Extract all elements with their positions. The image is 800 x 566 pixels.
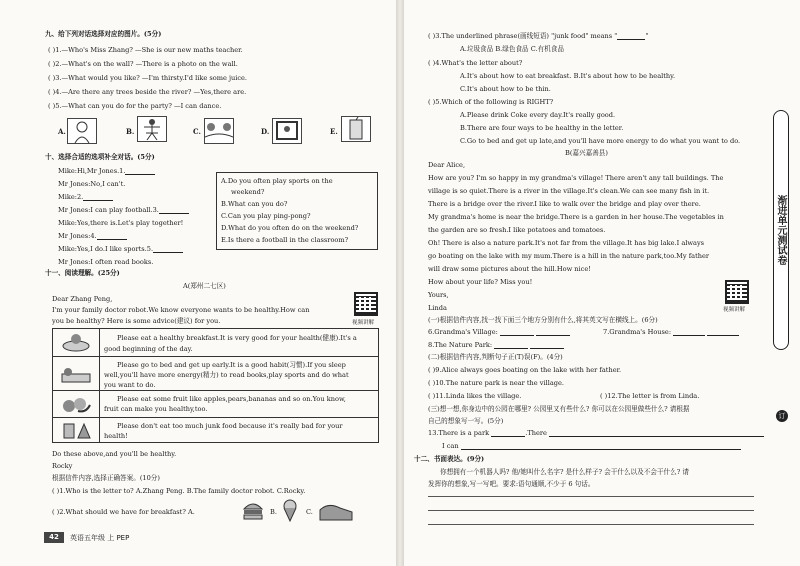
pic-label-e: E.: [330, 127, 338, 136]
dialog-line-5: Mike:Yes,there is.Let's play together!: [58, 219, 184, 227]
section-10-heading: 十、选择合适的选项补全对话。(5分): [45, 153, 155, 161]
question-5-option-c: C.Go to bed and get up late,and you'll have more energy to do what you want to do.: [460, 137, 741, 145]
section-11-heading: 十一、阅读理解。(25分): [45, 269, 120, 277]
writing-line[interactable]: [428, 524, 754, 525]
question-3: ( )3.The underlined phrase(画线短语) "junk food" means " ": [428, 32, 649, 40]
writing-line[interactable]: [428, 510, 754, 511]
advice-row-divider: [52, 356, 379, 357]
part-2-instruction: (二)根据信件内容,判断句子正(T)误(F)。(4分): [428, 353, 563, 361]
option-d: D.What do you often do on the weekend?: [221, 224, 359, 232]
option-b: B.What can you do?: [221, 200, 288, 208]
option-e: E.Is there a football in the classroom?: [221, 236, 349, 244]
bread-icon: [318, 502, 354, 526]
river-trees-picture: [204, 118, 234, 144]
pic-label-b: B.: [126, 127, 135, 136]
advice-3-line-1: Please eat some fruit like apples,pears,bananas and so on.You know,: [117, 395, 346, 403]
question-4: ( )4.What's the letter about?: [428, 59, 523, 67]
letter-b-line-9: will draw some pictures about the hill.How nice!: [428, 265, 591, 273]
option-a: A.Do you often play sports on the: [221, 177, 333, 185]
dialog-line-3: Mike:2.: [58, 193, 113, 201]
sleeping-icon: [60, 362, 92, 390]
question-5-option-b: B.There are four ways to be healthy in the letter.: [460, 124, 624, 132]
dialog-line-8: Mr Jones:I often read books.: [58, 258, 154, 266]
advice-3-line-2: fruit can make you healthy,too.: [104, 405, 208, 413]
qr-code-right[interactable]: [725, 280, 749, 304]
question-10: ( )10.The nature park is near the village.: [428, 379, 565, 387]
page-number: 42: [44, 532, 64, 543]
question-5-option-a: A.Please drink Coke every day.It's really good.: [460, 111, 616, 119]
burger-icon: [242, 499, 264, 525]
question-2-option-c: C.: [306, 508, 313, 516]
s9-item-3: ( )3.—What would you like? —I'm thirsty.I'd like some juice.: [48, 74, 248, 82]
advice-4-line-2: health!: [104, 432, 128, 440]
question-4-options-2: C.It's about how to be thin.: [460, 85, 551, 93]
letter-b-line-12: Linda: [428, 304, 447, 312]
s9-item-2: ( )2.—What's on the wall? —There is a photo on the wall.: [48, 60, 238, 68]
binding-circle-bottom: 订: [776, 410, 788, 422]
passage-a-title: A(郑州二七区): [183, 282, 226, 290]
question-6: 6.Grandma's Village:: [428, 328, 570, 336]
junk-food-icon: [60, 420, 92, 444]
letter-b-line-3: village is so quiet.There is a river in the village.It's clean.We can see many fish in it.: [428, 187, 710, 195]
juice-box-picture: [341, 116, 371, 142]
dialog-line-7: Mike:Yes,I do.I like sports.5.: [58, 245, 183, 253]
reading-instruction: 根据信件内容,选择正确答案。(10分): [52, 474, 160, 482]
question-4-options-1: A.It's about how to eat breakfast. B.It's about how to be healthy.: [460, 72, 676, 80]
part-3-instruction-2: 自己的想象写一写。(5分): [428, 417, 504, 425]
advice-2-line-3: you want to do.: [104, 381, 156, 389]
advice-2-line-2: well,you'll have more energy(精力) to read books,play sports and do what: [104, 371, 349, 379]
photo-frame-picture: [272, 118, 302, 144]
question-13-line-1: 13.There is a park .There: [428, 429, 764, 437]
series-sidebar: 渐进单元测试卷: [773, 110, 789, 350]
dialog-line-4: Mr Jones:I can play football.3.: [58, 206, 189, 214]
writing-prompt-2: 发挥你的想象,写一写吧。要求:语句通顺,不少于 6 句话。: [428, 480, 595, 488]
letter-intro-2: you be healthy? Here is some advice(建议) for you.: [52, 317, 221, 325]
letter-b-line-5: My grandma's home is near the bridge.There is a garden in her house.The vegetables in: [428, 213, 724, 221]
advice-1-line-1: Please eat a healthy breakfast.It is very good for your health(健康).It's a: [117, 334, 357, 342]
closing-line: Do these above,and you'll be healthy.: [52, 450, 177, 458]
qr-label-right: 视频讲解: [723, 307, 746, 313]
pic-label-a: A.: [58, 127, 66, 136]
singing-kid-picture: [67, 118, 97, 144]
part-3-instruction-1: (三)想一想,你身边中的公园在哪里? 公园里又有些什么? 你可以在公园里做些什么? 请根据: [428, 405, 690, 413]
part-1-instruction: (一)根据信件内容,找一找下面三个地方分别有什么,将其英文写在横线上。(6分): [428, 316, 658, 324]
advice-row-divider: [52, 390, 379, 391]
letter-b-line-6: the garden are so fresh.I like potatoes and tomatoes.: [428, 226, 606, 234]
book-title-footer: 英语五年级 上 PEP: [70, 534, 130, 542]
pic-label-d: D.: [261, 127, 270, 136]
section-9-heading: 九、给下列对话选择对应的图片。(5分): [45, 30, 162, 38]
letter-greeting: Dear Zhang Peng,: [52, 295, 113, 303]
question-2-option-b: B.: [270, 508, 277, 516]
dialog-line-1: Mike:Hi,Mr Jones.1.: [58, 167, 155, 175]
letter-b-line-2: How are you? I'm so happy in my grandma's village! There aren't any tall buildings. The: [428, 174, 724, 182]
letter-b-line-10: How about your life? Miss you!: [428, 278, 533, 286]
letter-intro-1: I'm your family doctor robot.We know everyone wants to be healthy.How can: [52, 306, 310, 314]
question-11: ( )11.Linda likes the village.: [428, 392, 522, 400]
section-12-heading: 十二、书面表达。(9分): [414, 455, 485, 463]
breakfast-icon: [60, 332, 92, 356]
dancer-picture: [137, 116, 167, 142]
question-13-line-2: I can: [442, 442, 741, 450]
s9-item-4: ( )4.—Are there any trees beside the river? —Yes,there are.: [48, 88, 247, 96]
writing-line[interactable]: [428, 496, 754, 497]
fruit-icon: [60, 393, 92, 419]
qr-code-left[interactable]: [354, 292, 378, 316]
book-gutter: [396, 0, 404, 566]
s9-item-5: ( )5.—What can you do for the party? —I can dance.: [48, 102, 222, 110]
letter-b-line-4: There is a bridge over the river.I like to walk over the bridge and play over there.: [428, 200, 701, 208]
ice-cream-icon: [280, 498, 300, 526]
letter-b-line-8: go boating on the lake with my mum.There is a hill in the nature park,too.My father: [428, 252, 710, 260]
advice-1-line-2: good beginning of the day.: [104, 345, 193, 353]
letter-b-line-7: Oh! There is also a nature park.It's not far from the village.It has big lake.I always: [428, 239, 705, 247]
advice-2-line-1: Please go to bed and get up early.It is a good habit(习惯).If you sleep: [117, 361, 346, 369]
dialog-line-2: Mr Jones:No,I can't.: [58, 180, 126, 188]
dialog-line-6: Mr Jones:4.: [58, 232, 127, 240]
passage-b-title: B(嘉兴嘉善县): [565, 149, 608, 157]
qr-label-left: 视频讲解: [352, 320, 375, 326]
question-9: ( )9.Alice always goes boating on the lake with her father.: [428, 366, 622, 374]
question-5: ( )5.Which of the following is RIGHT?: [428, 98, 554, 106]
advice-row-divider: [52, 417, 379, 418]
advice-col-divider: [99, 328, 100, 443]
question-2: ( )2.What should we have for breakfast? A.: [52, 508, 195, 516]
s9-item-1: ( )1.—Who's Miss Zhang? —She is our new maths teacher.: [48, 46, 243, 54]
question-12: ( )12.The letter is from Linda.: [600, 392, 700, 400]
signature: Rocky: [52, 462, 73, 470]
question-1: ( )1.Who is the letter to? A.Zhang Peng. B.The family doctor robot. C.Rocky.: [52, 487, 306, 495]
writing-prompt-1: 你想拥有一个机器人吗? 他/她叫什么名字? 是什么样子? 会干什么以及不会干什么? 请: [440, 468, 689, 476]
question-7: 7.Grandma's House:: [603, 328, 739, 336]
option-c: C.Can you play ping-pong?: [221, 212, 311, 220]
option-a-cont: weekend?: [231, 188, 265, 196]
question-3-options: A.垃圾食品 B.绿色食品 C.有机食品: [460, 45, 565, 53]
pic-label-c: C.: [193, 127, 201, 136]
question-8: 8.The Nature Park:: [428, 341, 564, 349]
advice-4-line-1: Please don't eat too much junk food because it's really bad for your: [117, 422, 343, 430]
letter-b-line-11: Yours,: [428, 291, 449, 299]
letter-b-line-1: Dear Alice,: [428, 161, 466, 169]
